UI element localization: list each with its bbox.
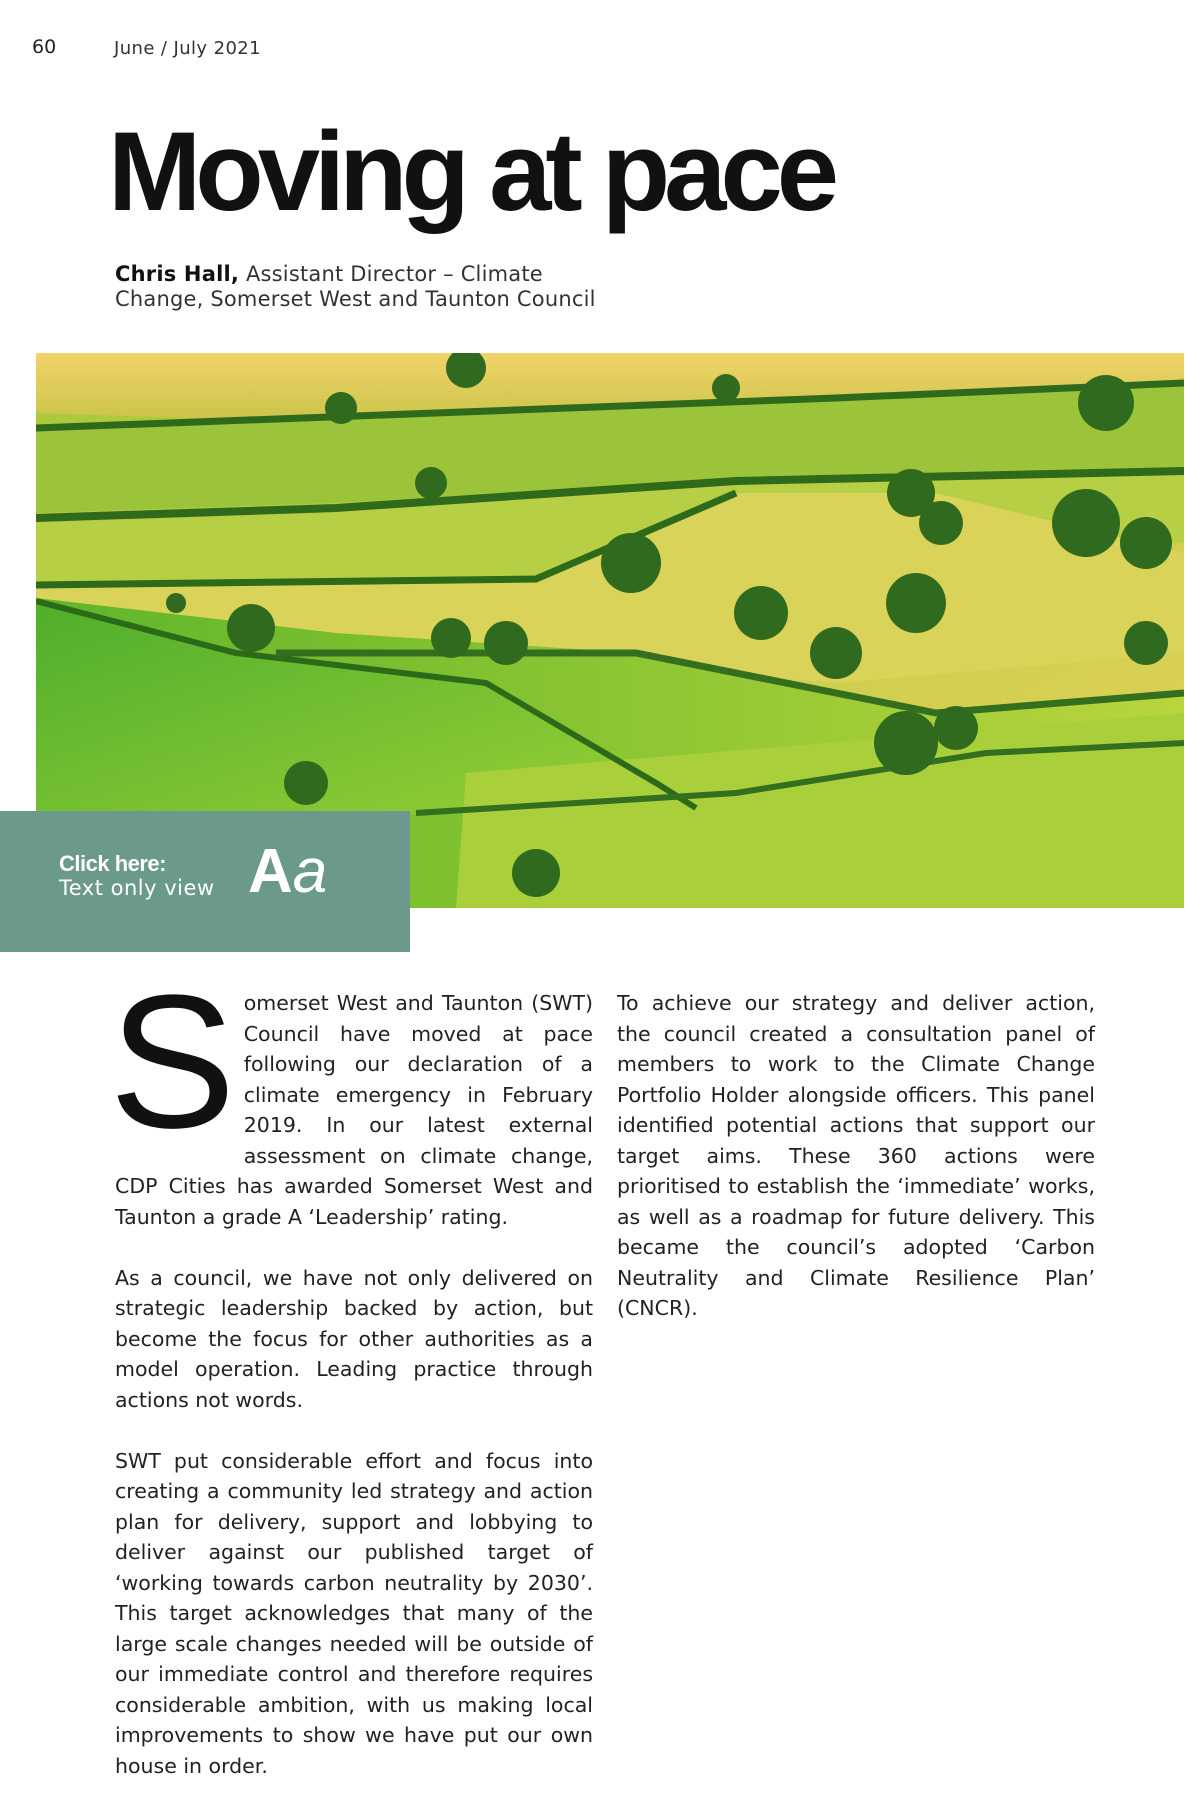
font-size-icon — [248, 837, 328, 906]
paragraph-1 — [109, 956, 593, 1232]
paragraph-1-text: omerset West and Taunton (SWT) Council have moved at pace following our declaration of a climate emergency in February 2019. In our latest external assessment on climate change, CDP Cities has awarded Somerset West and Taunton a grade A ‘Leadership’ rating. — [115, 991, 593, 1229]
drop-cap: S — [109, 956, 236, 1168]
issue-date: June / July 2021 — [114, 38, 262, 59]
text-only-view-button[interactable] — [0, 811, 410, 952]
page-title: Moving at pace — [108, 109, 834, 234]
article-column-left — [109, 956, 593, 1812]
paragraph-3: SWT put considerable effort and focus into creating a community led strategy and action plan for delivery, support and lobbying to deliver against our published target of ‘working towards carbon neutrality by 2030’. This target acknowledges that many of the large scale changes needed will be outside of our immediate control and therefore requires considerable ambition, with us making local improvements to show we have put our own house in order. — [115, 1448, 593, 1778]
paragraph-2: As a council, we have not only delivered on strategic leadership backed by action, but become the focus for other authorities as a model operation. Leading practice through actions not words. — [115, 1265, 593, 1412]
font-icon-lower: a — [292, 837, 328, 906]
click-here-label: Click here: — [59, 851, 166, 876]
page-number: 60 — [32, 36, 57, 58]
author-organisation: Change, Somerset West and Taunton Council — [115, 287, 596, 311]
text-only-view-label: Text only view — [59, 876, 215, 900]
paragraph-4: To achieve our strategy and deliver action, the council created a consultation panel of members to work to the Climate Change Portfolio Holder alongside officers. This panel identified potential actions that support our target aims. These 360 actions were prioritised to establish the ‘immediate’ works, as well as a roadmap for future delivery. This became the council’s adopted ‘Carbon Neutrality and Climate Resilience Plan’ (CNCR). — [617, 991, 1095, 1320]
article-column-right — [617, 988, 1095, 1354]
author-name: Chris Hall, — [115, 262, 240, 286]
byline — [115, 262, 596, 312]
font-icon-upper: A — [248, 837, 293, 906]
author-role: Assistant Director – Climate — [239, 262, 543, 286]
